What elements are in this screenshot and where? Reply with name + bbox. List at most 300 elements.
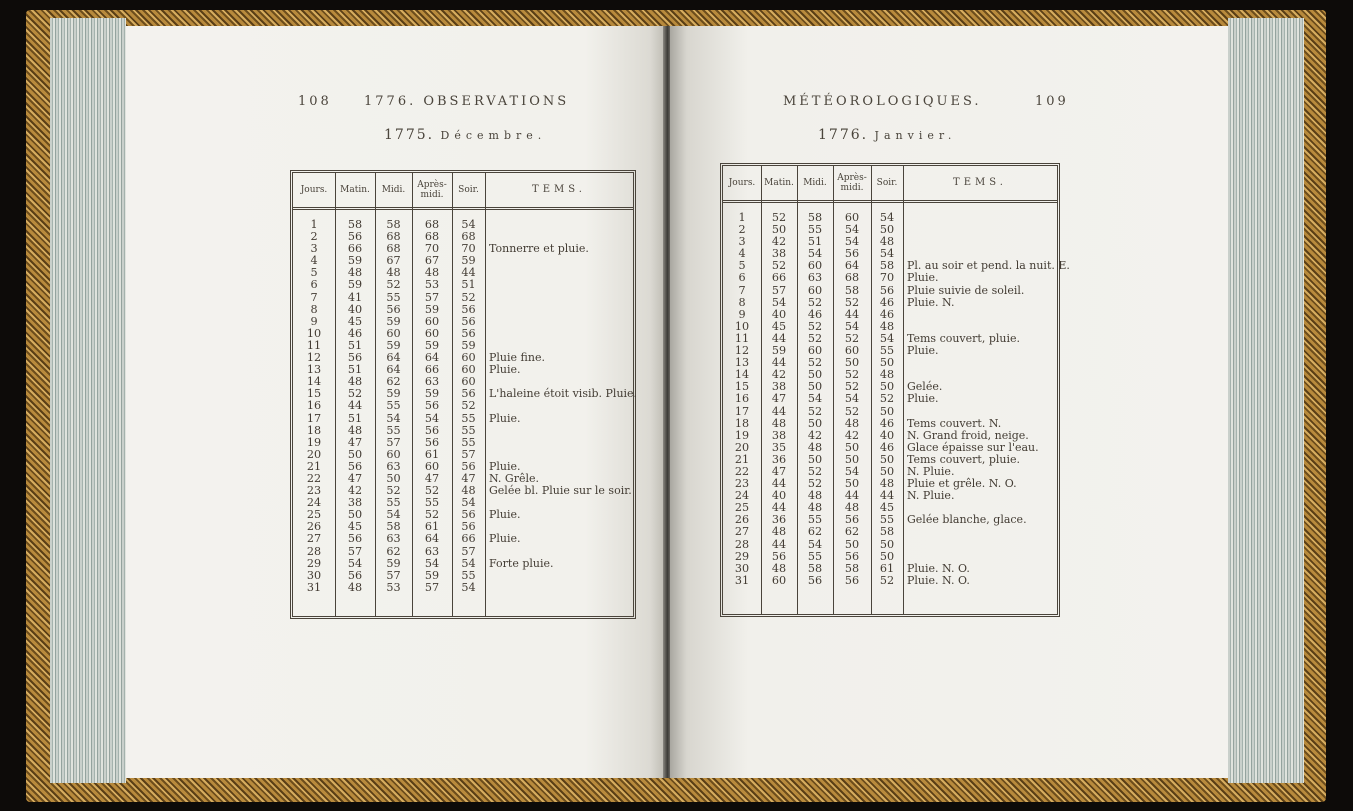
right-cell-matin: 50 xyxy=(771,223,787,237)
right-cell-tems: N. Pluie. xyxy=(907,464,955,478)
left-cell-matin: 59 xyxy=(347,254,363,268)
left-cell-soir: 56 xyxy=(461,508,476,522)
right-cell-jours: 20 xyxy=(734,440,750,454)
left-cell-jours: 17 xyxy=(306,411,322,425)
left-cell-matin: 54 xyxy=(347,556,363,570)
right-cell-jours: 1 xyxy=(738,211,746,224)
left-cell-jours: 30 xyxy=(306,568,322,582)
left-cell-soir: 44 xyxy=(461,266,476,280)
left-cell-tems: Tonnerre et pluie. xyxy=(489,242,589,256)
left-cell-midi: 50 xyxy=(386,471,401,485)
right-cell-soir: 54 xyxy=(879,211,895,224)
left-column-rule xyxy=(412,173,413,616)
right-cell-matin: 52 xyxy=(771,211,787,224)
right-cell-apres-midi: 44 xyxy=(844,307,860,321)
left-cell-midi: 54 xyxy=(386,508,401,522)
left-cell-apres-midi: 68 xyxy=(424,230,440,244)
left-cell-midi: 57 xyxy=(386,435,401,449)
right-cell-jours: 28 xyxy=(734,537,750,551)
right-cell-apres-midi: 54 xyxy=(844,392,860,406)
right-cell-midi: 52 xyxy=(807,295,823,309)
left-cell-tems: Pluie. xyxy=(489,459,521,473)
right-header-apres-midi: Après-midi. xyxy=(837,173,867,193)
left-cell-soir: 70 xyxy=(461,242,476,256)
left-cell-midi: 62 xyxy=(386,544,401,558)
left-table-row xyxy=(293,425,633,437)
left-table-row xyxy=(293,400,633,412)
right-cell-jours: 7 xyxy=(738,283,746,297)
left-cell-jours: 3 xyxy=(310,242,318,256)
right-table-row xyxy=(723,393,1057,405)
right-cell-soir: 55 xyxy=(879,344,895,358)
left-cell-jours: 15 xyxy=(306,387,322,401)
right-cell-tems: Pluie. N. xyxy=(907,295,955,309)
right-cell-tems: Pluie suivie de soleil. xyxy=(907,283,1025,297)
left-cell-apres-midi: 54 xyxy=(424,411,440,425)
left-cell-midi: 59 xyxy=(386,338,401,352)
left-cell-apres-midi: 63 xyxy=(424,544,440,558)
right-cell-tems: Tems couvert. N. xyxy=(907,416,1002,430)
right-cell-jours: 4 xyxy=(738,247,746,261)
left-table-row xyxy=(293,279,633,291)
right-cell-matin: 40 xyxy=(771,489,787,503)
right-cell-jours: 30 xyxy=(734,561,750,575)
left-cell-matin: 52 xyxy=(347,387,363,401)
left-cell-soir: 68 xyxy=(461,230,476,244)
left-cell-matin: 40 xyxy=(347,302,363,316)
left-table-row xyxy=(293,413,633,425)
right-cell-tems: Tems couvert, pluie. xyxy=(907,331,1020,345)
left-cell-midi: 56 xyxy=(386,302,401,316)
left-column-rule xyxy=(335,173,336,616)
left-cell-midi: 59 xyxy=(386,314,401,328)
right-cell-apres-midi: 50 xyxy=(844,440,860,454)
right-cell-jours: 12 xyxy=(734,344,750,358)
left-cell-jours: 25 xyxy=(306,508,322,522)
right-cell-jours: 18 xyxy=(734,416,750,430)
left-cell-matin: 51 xyxy=(347,338,363,352)
left-cell-midi: 48 xyxy=(386,266,401,280)
left-cell-soir: 56 xyxy=(461,302,476,316)
right-cell-jours: 23 xyxy=(734,477,750,491)
left-cell-apres-midi: 61 xyxy=(424,447,440,461)
left-header-midi: Midi. xyxy=(381,185,406,195)
left-cell-apres-midi: 59 xyxy=(424,568,440,582)
right-cell-jours: 3 xyxy=(738,235,746,249)
left-cell-apres-midi: 48 xyxy=(424,266,440,280)
right-cell-apres-midi: 54 xyxy=(844,464,860,478)
left-cell-jours: 28 xyxy=(306,544,322,558)
right-cell-apres-midi: 52 xyxy=(844,404,860,418)
right-cell-tems: Pluie. N. O. xyxy=(907,573,970,587)
right-cell-apres-midi: 54 xyxy=(844,223,860,237)
left-cell-midi: 59 xyxy=(386,556,401,570)
left-header-tems: TEMS. xyxy=(532,184,586,195)
left-cell-apres-midi: 57 xyxy=(424,290,440,304)
left-cell-soir: 55 xyxy=(461,411,476,425)
left-cell-jours: 27 xyxy=(306,532,322,546)
right-cell-midi: 52 xyxy=(807,464,823,478)
right-month: Janvier. xyxy=(874,129,957,142)
right-cell-midi: 52 xyxy=(807,319,823,333)
right-column-rule xyxy=(761,166,762,614)
right-cell-jours: 31 xyxy=(734,573,750,587)
left-cell-matin: 56 xyxy=(347,230,363,244)
left-cell-apres-midi: 59 xyxy=(424,302,440,316)
right-cell-jours: 29 xyxy=(734,549,750,563)
right-cell-jours: 26 xyxy=(734,513,750,527)
right-cell-tems: Pluie. xyxy=(907,271,939,285)
right-cell-midi: 63 xyxy=(807,271,823,285)
right-subheading xyxy=(818,127,956,143)
left-table-row xyxy=(293,558,633,570)
right-cell-apres-midi: 52 xyxy=(844,380,860,394)
right-cell-tems: N. Grand froid, neige. xyxy=(907,428,1029,442)
right-cell-matin: 44 xyxy=(771,331,787,345)
right-cell-apres-midi: 50 xyxy=(844,537,860,551)
right-cell-matin: 44 xyxy=(771,356,787,370)
left-cell-matin: 48 xyxy=(347,375,363,389)
right-cell-tems: Pl. au soir et pend. la nuit. E. xyxy=(907,259,1070,273)
right-cell-soir: 54 xyxy=(879,247,895,261)
left-cell-apres-midi: 68 xyxy=(424,218,440,231)
right-cell-matin: 48 xyxy=(771,416,787,430)
left-cell-apres-midi: 66 xyxy=(424,363,440,377)
left-cell-midi: 62 xyxy=(386,375,401,389)
left-cell-apres-midi: 60 xyxy=(424,314,440,328)
right-cell-midi: 52 xyxy=(807,404,823,418)
left-cell-soir: 55 xyxy=(461,423,476,437)
left-cell-soir: 54 xyxy=(461,580,476,594)
right-cell-midi: 54 xyxy=(807,247,823,261)
right-cell-tems: Glace épaisse sur l'eau. xyxy=(907,440,1039,454)
left-cell-matin: 48 xyxy=(347,266,363,280)
left-cell-midi: 64 xyxy=(386,363,401,377)
right-cell-soir: 50 xyxy=(879,404,895,418)
right-cell-apres-midi: 52 xyxy=(844,331,860,345)
right-cell-tems: Pluie. xyxy=(907,344,939,358)
right-cell-jours: 2 xyxy=(738,223,746,237)
left-table-row xyxy=(293,437,633,449)
right-cell-midi: 60 xyxy=(807,283,823,297)
right-weather-table xyxy=(720,163,1070,617)
right-cell-matin: 44 xyxy=(771,404,787,418)
left-cell-midi: 60 xyxy=(386,326,401,340)
right-cell-midi: 42 xyxy=(807,428,823,442)
right-cell-jours: 10 xyxy=(734,319,750,333)
left-table-row xyxy=(293,304,633,316)
left-cell-midi: 63 xyxy=(386,532,401,546)
right-cell-soir: 55 xyxy=(879,513,895,527)
right-cell-jours: 22 xyxy=(734,464,750,478)
right-cell-soir: 45 xyxy=(879,501,895,515)
left-cell-soir: 52 xyxy=(461,290,476,304)
right-cell-midi: 50 xyxy=(807,380,823,394)
right-column-rule xyxy=(797,166,798,614)
right-running-head: MÉTÉOROLOGIQUES. xyxy=(783,94,982,109)
left-cell-matin: 50 xyxy=(347,508,363,522)
left-cell-jours: 6 xyxy=(310,278,318,292)
left-cell-apres-midi: 64 xyxy=(424,351,440,365)
left-cell-jours: 26 xyxy=(306,520,322,534)
left-cell-matin: 56 xyxy=(347,568,363,582)
right-cell-midi: 50 xyxy=(807,452,823,466)
right-cell-soir: 52 xyxy=(879,392,895,406)
right-cell-jours: 14 xyxy=(734,368,750,382)
left-cell-jours: 19 xyxy=(306,435,322,449)
left-cell-apres-midi: 56 xyxy=(424,399,440,413)
left-running-head: 1776. OBSERVATIONS xyxy=(364,94,570,109)
right-cell-tems: Gelée. xyxy=(907,380,943,394)
left-cell-apres-midi: 56 xyxy=(424,435,440,449)
right-cell-soir: 58 xyxy=(879,259,895,273)
left-header-jours: Jours. xyxy=(300,185,328,195)
right-header-tems: TEMS. xyxy=(953,177,1007,188)
right-cell-jours: 13 xyxy=(734,356,750,370)
right-table-row xyxy=(723,539,1057,551)
left-cell-tems: Pluie fine. xyxy=(489,351,545,365)
right-cell-soir: 50 xyxy=(879,464,895,478)
right-cell-soir: 40 xyxy=(879,428,895,442)
left-cell-midi: 55 xyxy=(386,399,401,413)
left-cell-tems: L'haleine étoit visib. Pluie. xyxy=(489,387,638,401)
left-table-row xyxy=(293,570,633,582)
right-cell-apres-midi: 54 xyxy=(844,235,860,249)
right-cell-soir: 46 xyxy=(879,416,895,430)
left-cell-jours: 8 xyxy=(310,302,318,316)
right-cell-matin: 44 xyxy=(771,537,787,551)
right-cell-matin: 38 xyxy=(771,428,787,442)
left-cell-jours: 10 xyxy=(306,326,322,340)
right-cell-apres-midi: 56 xyxy=(844,247,860,261)
left-page-number: 108 xyxy=(298,94,332,109)
left-cell-jours: 22 xyxy=(306,471,322,485)
right-cell-apres-midi: 56 xyxy=(844,549,860,563)
right-header-soir: Soir. xyxy=(876,178,898,188)
right-cell-jours: 15 xyxy=(734,380,750,394)
left-cell-jours: 9 xyxy=(310,314,318,328)
right-cell-apres-midi: 58 xyxy=(844,283,860,297)
left-cell-apres-midi: 63 xyxy=(424,375,440,389)
right-table-row xyxy=(723,575,1057,587)
right-cell-midi: 48 xyxy=(807,501,823,515)
right-cell-soir: 50 xyxy=(879,223,895,237)
left-cell-tems: Pluie. xyxy=(489,411,521,425)
right-cell-soir: 46 xyxy=(879,295,895,309)
right-cell-apres-midi: 60 xyxy=(844,344,860,358)
left-cell-apres-midi: 54 xyxy=(424,556,440,570)
left-cell-matin: 42 xyxy=(347,484,363,498)
right-cell-apres-midi: 50 xyxy=(844,477,860,491)
right-table-row xyxy=(723,526,1057,538)
right-table-row xyxy=(723,297,1057,309)
left-cell-soir: 55 xyxy=(461,435,476,449)
left-cell-apres-midi: 57 xyxy=(424,580,440,594)
right-cell-matin: 35 xyxy=(771,440,787,454)
left-cell-midi: 53 xyxy=(386,580,401,594)
right-cell-matin: 42 xyxy=(771,235,787,249)
left-cell-tems: Gelée bl. Pluie sur le soir. xyxy=(489,484,632,498)
left-cell-soir: 54 xyxy=(461,218,476,231)
right-cell-midi: 55 xyxy=(807,223,823,237)
right-cell-tems: Pluie. xyxy=(907,392,939,406)
right-cell-apres-midi: 58 xyxy=(844,561,860,575)
right-table-row xyxy=(723,563,1057,575)
right-table-row xyxy=(723,430,1057,442)
right-cell-midi: 62 xyxy=(807,525,823,539)
right-cell-midi: 54 xyxy=(807,537,823,551)
right-cell-matin: 54 xyxy=(771,295,787,309)
left-table-body xyxy=(293,218,638,594)
right-cell-matin: 48 xyxy=(771,561,787,575)
left-cell-tems: Pluie. xyxy=(489,363,521,377)
right-cell-soir: 46 xyxy=(879,440,895,454)
right-cell-apres-midi: 42 xyxy=(844,428,860,442)
left-cell-matin: 51 xyxy=(347,411,363,425)
left-cell-soir: 60 xyxy=(461,363,476,377)
right-column-rule xyxy=(903,166,904,614)
right-cell-soir: 58 xyxy=(879,525,895,539)
right-cell-midi: 48 xyxy=(807,440,823,454)
right-cell-matin: 45 xyxy=(771,319,787,333)
right-cell-matin: 48 xyxy=(771,525,787,539)
right-cell-matin: 66 xyxy=(771,271,787,285)
right-cell-tems: Pluie. N. O. xyxy=(907,561,970,575)
left-cell-matin: 47 xyxy=(347,435,363,449)
right-cell-midi: 50 xyxy=(807,416,823,430)
left-weather-table xyxy=(290,170,636,619)
left-page-edges xyxy=(50,18,126,783)
left-cell-matin: 48 xyxy=(347,423,363,437)
right-cell-matin: 47 xyxy=(771,392,787,406)
left-cell-matin: 57 xyxy=(347,544,363,558)
left-header-matin: Matin. xyxy=(340,185,370,195)
left-cell-soir: 60 xyxy=(461,375,476,389)
left-cell-midi: 52 xyxy=(386,278,401,292)
left-cell-midi: 68 xyxy=(386,230,401,244)
right-page-edges xyxy=(1228,18,1304,783)
left-cell-apres-midi: 55 xyxy=(424,496,440,510)
right-page-number: 109 xyxy=(1035,94,1069,109)
right-cell-midi: 56 xyxy=(807,573,823,587)
right-cell-matin: 36 xyxy=(771,452,787,466)
left-cell-apres-midi: 61 xyxy=(424,520,440,534)
left-table-row xyxy=(293,533,633,545)
right-cell-tems: Tems couvert, pluie. xyxy=(907,452,1020,466)
left-cell-jours: 7 xyxy=(310,290,318,304)
right-cell-matin: 47 xyxy=(771,464,787,478)
right-cell-soir: 48 xyxy=(879,319,895,333)
left-cell-jours: 5 xyxy=(310,266,318,280)
left-cell-jours: 13 xyxy=(306,363,322,377)
right-cell-jours: 17 xyxy=(734,404,750,418)
right-cell-jours: 6 xyxy=(738,271,746,285)
right-cell-apres-midi: 48 xyxy=(844,501,860,515)
right-cell-matin: 52 xyxy=(771,259,787,273)
right-cell-soir: 48 xyxy=(879,477,895,491)
right-cell-apres-midi: 50 xyxy=(844,356,860,370)
left-cell-midi: 58 xyxy=(386,218,401,231)
left-table-row xyxy=(293,292,633,304)
left-cell-tems: Forte pluie. xyxy=(489,556,554,570)
right-cell-soir: 54 xyxy=(879,331,895,345)
left-header-soir: Soir. xyxy=(458,185,479,195)
right-cell-jours: 5 xyxy=(738,259,746,273)
right-cell-midi: 58 xyxy=(807,211,823,224)
right-cell-apres-midi: 48 xyxy=(844,416,860,430)
right-header-matin: Matin. xyxy=(764,178,794,188)
left-cell-soir: 57 xyxy=(461,447,476,461)
left-cell-apres-midi: 59 xyxy=(424,338,440,352)
right-table-header xyxy=(723,166,1057,203)
left-cell-midi: 60 xyxy=(386,447,401,461)
left-cell-soir: 66 xyxy=(461,532,476,546)
right-year: 1776. xyxy=(818,127,869,143)
left-cell-matin: 41 xyxy=(347,290,363,304)
left-cell-jours: 11 xyxy=(306,338,322,352)
left-cell-tems: Pluie. xyxy=(489,508,521,522)
left-cell-jours: 20 xyxy=(306,447,322,461)
right-cell-midi: 60 xyxy=(807,259,823,273)
left-cell-matin: 66 xyxy=(347,242,363,256)
right-cell-jours: 27 xyxy=(734,525,750,539)
right-cell-jours: 25 xyxy=(734,501,750,515)
left-cell-apres-midi: 70 xyxy=(424,242,440,256)
left-cell-midi: 64 xyxy=(386,351,401,365)
right-cell-matin: 42 xyxy=(771,368,787,382)
left-cell-soir: 57 xyxy=(461,544,476,558)
right-cell-apres-midi: 56 xyxy=(844,513,860,527)
left-cell-apres-midi: 53 xyxy=(424,278,440,292)
right-cell-jours: 16 xyxy=(734,392,750,406)
right-cell-matin: 44 xyxy=(771,477,787,491)
left-cell-jours: 29 xyxy=(306,556,322,570)
right-cell-apres-midi: 52 xyxy=(844,368,860,382)
left-column-rule xyxy=(375,173,376,616)
right-cell-soir: 48 xyxy=(879,235,895,249)
left-cell-matin: 45 xyxy=(347,314,363,328)
left-cell-matin: 50 xyxy=(347,447,363,461)
right-cell-midi: 60 xyxy=(807,344,823,358)
left-table-header xyxy=(293,173,633,210)
right-cell-matin: 56 xyxy=(771,549,787,563)
right-cell-soir: 50 xyxy=(879,452,895,466)
right-cell-soir: 44 xyxy=(879,489,895,503)
right-cell-soir: 46 xyxy=(879,307,895,321)
right-header-midi: Midi. xyxy=(803,178,827,188)
left-cell-soir: 54 xyxy=(461,556,476,570)
left-cell-matin: 56 xyxy=(347,459,363,473)
left-cell-matin: 46 xyxy=(347,326,363,340)
left-cell-matin: 51 xyxy=(347,363,363,377)
right-cell-jours: 11 xyxy=(734,331,750,345)
left-cell-soir: 56 xyxy=(461,326,476,340)
right-cell-midi: 58 xyxy=(807,561,823,575)
left-cell-jours: 24 xyxy=(306,496,322,510)
left-cell-apres-midi: 52 xyxy=(424,508,440,522)
right-cell-apres-midi: 50 xyxy=(844,452,860,466)
right-cell-soir: 50 xyxy=(879,537,895,551)
left-subheading xyxy=(384,127,546,143)
left-cell-apres-midi: 60 xyxy=(424,326,440,340)
left-cell-soir: 48 xyxy=(461,484,476,498)
right-cell-midi: 55 xyxy=(807,549,823,563)
left-cell-matin: 48 xyxy=(347,580,363,594)
left-cell-midi: 52 xyxy=(386,484,401,498)
left-table-row xyxy=(293,582,633,594)
left-cell-soir: 59 xyxy=(461,254,476,268)
right-cell-tems: N. Pluie. xyxy=(907,489,955,503)
